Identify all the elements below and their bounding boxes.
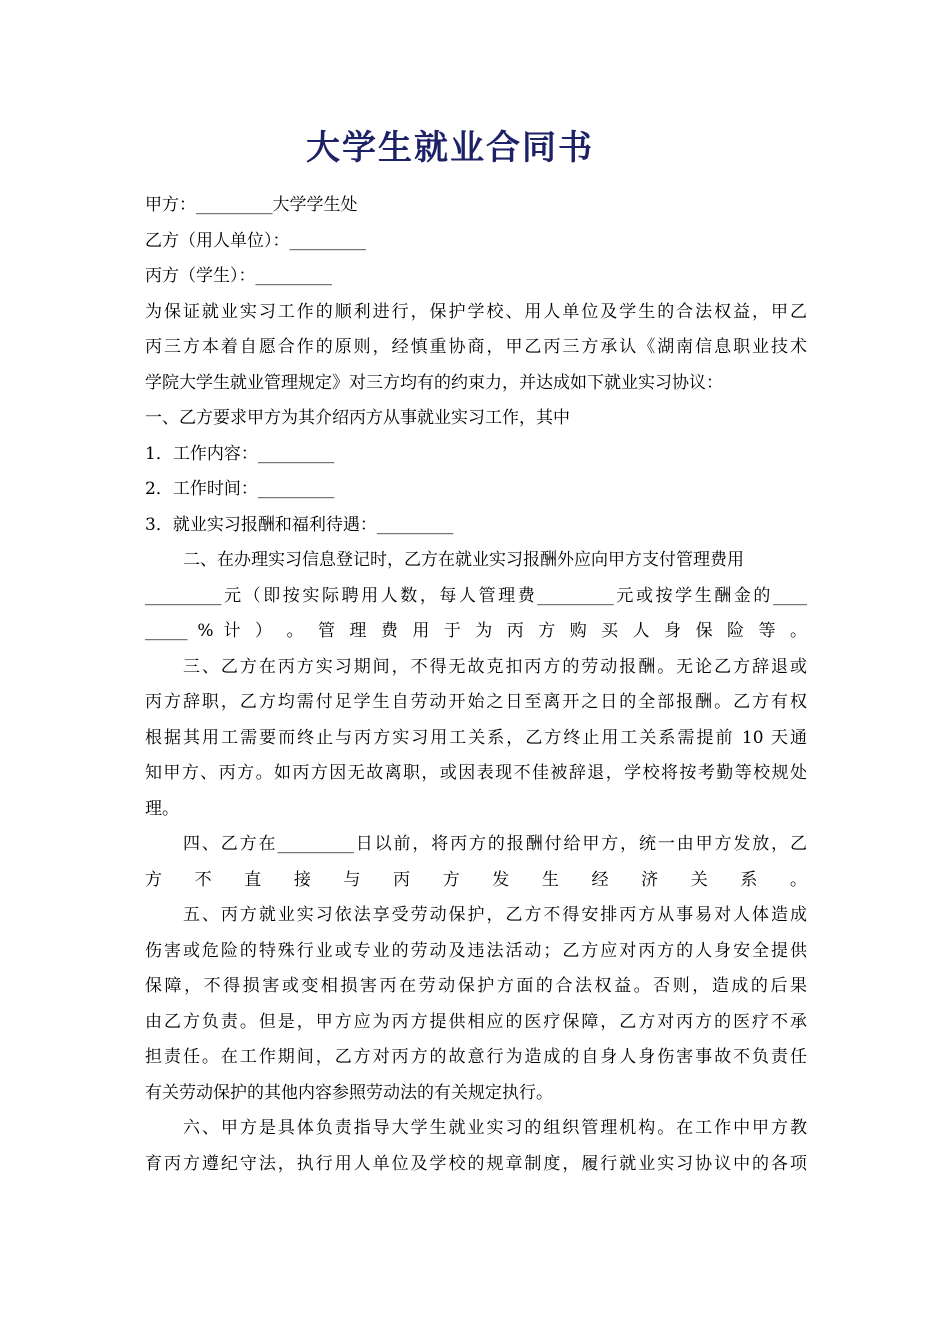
text-line: 二、在办理实习信息登记时，乙方在就业实习报酬外应向甲方支付管理费用 [183, 550, 744, 570]
text-line: 四、乙方在_________日以前，将丙方的报酬付给甲方，统一由甲方发放，乙 [183, 834, 807, 854]
page-title: 大学生就业合同书 [306, 128, 594, 168]
text-line: 六、甲方是具体负责指导大学生就业实习的组织管理机构。在工作中甲方教 [183, 1118, 807, 1138]
text-line: 1．工作内容：_________ [145, 443, 335, 464]
text-line: 五、丙方就业实习依法享受劳动保护，乙方不得安排丙方从事易对人体造成 [183, 905, 807, 925]
contract-body [145, 188, 807, 1182]
text-line: 担责任。在工作期间，乙方对丙方的故意行为造成的自身人身伤害事故不负责任 [145, 1047, 807, 1067]
text-line: 保障，不得损害或变相损害丙在劳动保护方面的合法权益。否则，造成的后果 [145, 976, 807, 996]
text-line: 2．工作时间：_________ [145, 479, 335, 499]
text-line: 三、乙方在丙方实习期间，不得无故克扣丙方的劳动报酬。无论乙方辞退或 [183, 656, 807, 677]
text-line: 育丙方遵纪守法，执行用人单位及学校的规章制度，履行就业实习协议中的各项 [145, 1153, 807, 1174]
text-line: 一、乙方要求甲方为其介绍丙方从事就业实习工作，其中 [145, 408, 570, 428]
text-line: 伤害或危险的特殊行业或专业的劳动及违法活动；乙方应对丙方的人身安全提供 [145, 940, 807, 961]
text-line: 知甲方、丙方。如丙方因无故离职，或因表现不佳被辞退，学校将按考勤等校规处 [145, 763, 807, 783]
text-line: _________元（即按实际聘用人数，每人管理费_________元或按学生酬金的____ [145, 585, 807, 606]
text-line: 有关劳动保护的其他内容参照劳动法的有关规定执行。 [145, 1082, 553, 1103]
text-line: 丙方（学生）：_________ [145, 266, 332, 286]
text-line: 理。 [145, 798, 179, 819]
text-line: 为保证就业实习工作的顺利进行，保护学校、用人单位及学生的合法权益，甲乙 [145, 301, 807, 322]
text-line: 乙方（用人单位）：_________ [145, 230, 366, 251]
text-line: 根据其用工需要而终止与丙方实习用工关系，乙方终止用工关系需提前 10 天通 [145, 727, 807, 748]
text-line: 方 不 直 接 与 丙 方 发 生 经 济 关 系 。 [145, 869, 807, 890]
text-line: 3．就业实习报酬和福利待遇：_________ [145, 514, 454, 535]
text-line: 甲方：_________大学学生处 [145, 195, 358, 215]
text-line: 丙三方本着自愿合作的原则，经慎重协商，甲乙丙三方承认《湖南信息职业技术 [145, 337, 807, 357]
text-line: 学院大学生就业管理规定》对三方均有的约束力，并达成如下就业实习协议： [145, 372, 723, 393]
text-line: 丙方辞职，乙方均需付足学生自劳动开始之日至离开之日的全部报酬。乙方有权 [145, 692, 807, 712]
text-line: 由乙方负责。但是，甲方应为丙方提供相应的医疗保障，乙方对丙方的医疗不承 [145, 1011, 807, 1032]
text-line: _____ % 计 ） 。 管 理 费 用 于 为 丙 方 购 买 人 身 保 险 等 。 [145, 621, 807, 641]
